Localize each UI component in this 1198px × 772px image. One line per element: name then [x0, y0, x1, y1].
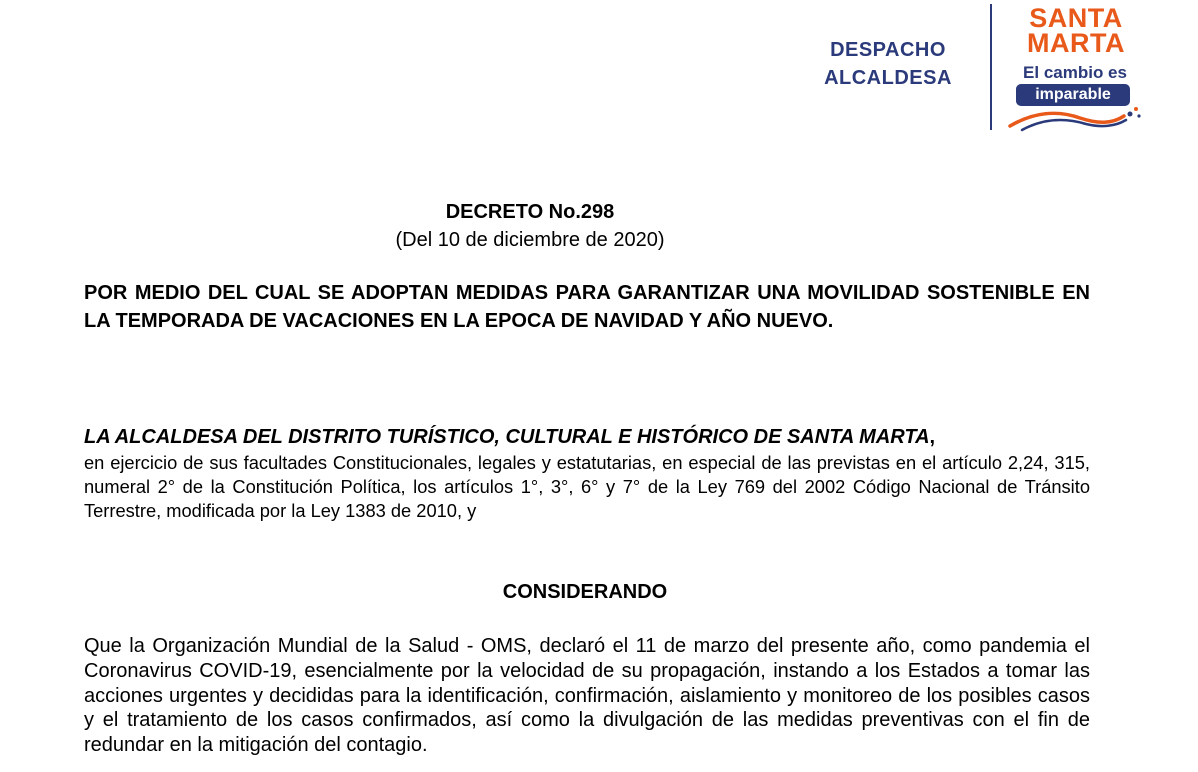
wave-icon — [1006, 100, 1146, 132]
santa-marta-logo — [1006, 2, 1146, 132]
logo-city-line2: MARTA — [1027, 28, 1125, 58]
logo-slogan-line1: El cambio es — [1023, 63, 1127, 82]
office-name-line2: ALCALDESA — [824, 67, 952, 89]
decree-number: DECRETO No.298 — [445, 201, 615, 223]
authority-name: LA ALCALDESA DEL DISTRITO TURÍSTICO, CULTURAL E HISTÓRICO DE SANTA MARTA — [84, 426, 930, 448]
considering-heading: CONSIDERANDO — [502, 581, 668, 603]
decree-date: (Del 10 de diciembre de 2020) — [395, 229, 665, 251]
document-header — [0, 0, 1198, 140]
logo-slogan-line2: imparable — [1016, 84, 1130, 106]
office-name-line1: DESPACHO — [830, 39, 946, 61]
header-divider — [990, 4, 992, 130]
decree-subject: POR MEDIO DEL CUAL SE ADOPTAN MEDIDAS PARA GARANTIZAR UNA MOVILIDAD SOSTENIBLE EN LA TEMPORADA DE VACACIONES EN LA EPOCA DE NAVIDAD Y AÑO NUEVO. — [84, 282, 1090, 332]
logo-city-line1: SANTA — [1029, 3, 1123, 33]
office-name — [812, 36, 964, 92]
considering-paragraph-1: Que la Organización Mundial de la Salud - OMS, declaró el 11 de marzo del presente año, como pandemia el Coronavirus COVID-19, esencialmente por la velocidad de su propagación, instando a los Estados a tomar las acciones urgentes y decididas para la identificación, confirmación, aislamiento y monitoreo de los posibles casos y el tratamiento de los casos confirmados, así como la divulgación de las medidas preventivas con el fin de redundar en la mitigación del contagio. — [84, 635, 1090, 757]
authority-heading: LA ALCALDESA DEL DISTRITO TURÍSTICO, CULTURAL E HISTÓRICO DE SANTA MARTA, — [84, 426, 936, 448]
faculties-paragraph: en ejercicio de sus facultades Constitucionales, legales y estatutarias, en especial de las previstas en el artículo 2,24, 315, numeral 2° de la Constitución Política, los artículos 1°, 3°, 6° y 7° de la Ley 769 del 2002 Código Nacional de Tránsito Terrestre, modificada por la Ley 1383 de 2010, y — [84, 452, 1090, 521]
